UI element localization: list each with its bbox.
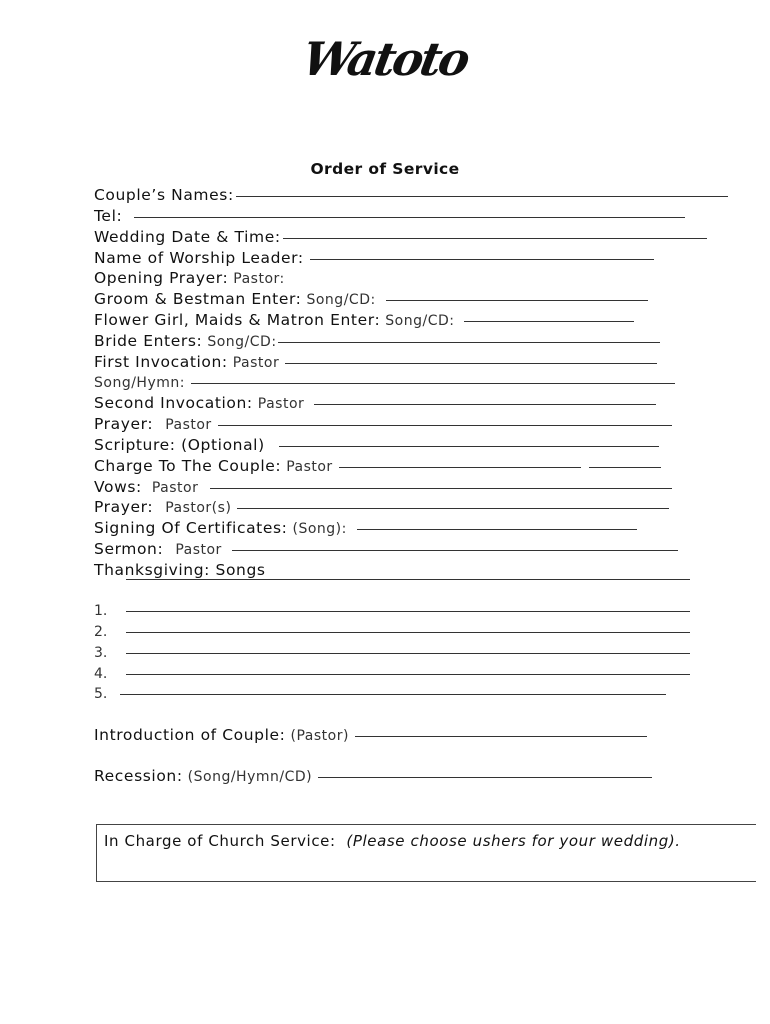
field-label: Couple’s Names: <box>94 186 234 204</box>
song-line-blank[interactable] <box>94 581 690 601</box>
fill-line[interactable] <box>310 258 654 260</box>
song-hymn-field[interactable] <box>94 373 675 393</box>
introduction-couple-field[interactable] <box>94 725 647 745</box>
fill-line[interactable] <box>120 693 666 695</box>
prayer-2-field[interactable] <box>94 497 669 517</box>
fill-line[interactable] <box>210 487 672 489</box>
song-number: 2. <box>94 624 108 640</box>
church-service-note: (Please choose ushers for your wedding). <box>346 832 681 850</box>
fill-line[interactable] <box>589 466 661 468</box>
song-line-4[interactable] <box>94 664 690 684</box>
field-label: First Invocation: <box>94 353 228 371</box>
field-hint: (Pastor) <box>290 728 349 744</box>
watoto-logo: Watoto <box>298 32 472 86</box>
field-hint: Pastor <box>257 396 305 412</box>
song-line-1[interactable] <box>94 601 690 621</box>
field-hint: Pastor <box>165 417 212 433</box>
field-label: Vows: <box>94 478 142 496</box>
fill-line[interactable] <box>237 507 669 509</box>
fill-line[interactable] <box>339 466 581 468</box>
song-line-2[interactable] <box>94 622 690 642</box>
field-hint: Pastor <box>175 542 222 558</box>
field-hint: Pastor: <box>233 271 285 287</box>
fill-line[interactable] <box>357 528 637 530</box>
church-service-box[interactable] <box>96 824 756 882</box>
signing-certificates-field[interactable] <box>94 518 637 538</box>
charge-couple-field[interactable] <box>94 456 661 476</box>
field-label: Scripture: (Optional) <box>94 436 265 454</box>
field-label: Sermon: <box>94 540 164 558</box>
field-label: Name of Worship Leader: <box>94 249 304 267</box>
fill-line[interactable] <box>314 403 656 405</box>
fill-line[interactable] <box>126 652 690 654</box>
field-hint: Pastor(s) <box>165 500 232 516</box>
field-label: Second Invocation: <box>94 394 253 412</box>
vows-field[interactable] <box>94 477 672 497</box>
field-hint: Song/CD: <box>385 313 455 329</box>
field-label: Wedding Date & Time: <box>94 228 281 246</box>
fill-line[interactable] <box>318 776 652 778</box>
field-hint: Song/CD: <box>207 334 277 350</box>
first-invocation-field[interactable] <box>94 352 657 372</box>
fill-line[interactable] <box>232 549 678 551</box>
scripture-field[interactable] <box>94 435 659 455</box>
song-number: 4. <box>94 666 108 682</box>
field-label: Groom & Bestman Enter: <box>94 290 302 308</box>
song-line-3[interactable] <box>94 643 690 663</box>
wedding-date-field[interactable] <box>94 227 707 247</box>
fill-line[interactable] <box>386 299 648 301</box>
sermon-field[interactable] <box>94 539 678 559</box>
thanksgiving-field <box>94 560 266 580</box>
recession-field[interactable] <box>94 766 652 786</box>
field-label: Tel: <box>94 207 123 225</box>
second-invocation-field[interactable] <box>94 393 656 413</box>
prayer-field[interactable] <box>94 414 672 434</box>
fill-line[interactable] <box>236 195 728 197</box>
field-hint: Song/CD: <box>306 292 376 308</box>
fill-line[interactable] <box>126 673 690 675</box>
field-label: Opening Prayer: <box>94 269 229 287</box>
tel-field[interactable] <box>94 206 685 226</box>
fill-line[interactable] <box>126 578 690 580</box>
field-hint: (Song): <box>292 521 347 537</box>
fill-line[interactable] <box>218 424 672 426</box>
couples-names-field[interactable] <box>94 185 728 205</box>
field-hint: Pastor <box>232 355 280 371</box>
fill-line[interactable] <box>355 735 647 737</box>
field-label: Bride Enters: <box>94 332 203 350</box>
bride-enters-field[interactable] <box>94 331 660 351</box>
field-label: Charge To The Couple: <box>94 457 282 475</box>
field-label: Prayer: <box>94 415 154 433</box>
flower-girl-field[interactable] <box>94 310 634 330</box>
song-number: 3. <box>94 645 108 661</box>
field-label: Thanksgiving: Songs <box>94 561 266 579</box>
field-hint: Song/Hymn: <box>94 375 185 391</box>
field-hint: Pastor <box>151 480 199 496</box>
fill-line[interactable] <box>464 320 634 322</box>
fill-line[interactable] <box>126 610 690 612</box>
fill-line[interactable] <box>283 237 707 239</box>
field-label: Prayer: <box>94 498 154 516</box>
fill-line[interactable] <box>191 382 675 384</box>
page-title: Order of Service <box>310 160 460 178</box>
field-label: Signing Of Certificates: <box>94 519 288 537</box>
groom-bestman-field[interactable] <box>94 289 648 309</box>
field-hint: (Song/Hymn/CD) <box>187 769 313 785</box>
worship-leader-field[interactable] <box>94 248 654 268</box>
song-number: 1. <box>94 603 108 619</box>
song-number: 5. <box>94 686 108 702</box>
field-label: Flower Girl, Maids & Matron Enter: <box>94 311 381 329</box>
fill-line[interactable] <box>279 445 659 447</box>
opening-prayer-field[interactable] <box>94 268 285 288</box>
field-hint: Pastor <box>286 459 333 475</box>
fill-line[interactable] <box>126 631 690 633</box>
church-service-label: In Charge of Church Service: <box>104 832 336 850</box>
field-label: Introduction of Couple: <box>94 726 286 744</box>
fill-line[interactable] <box>285 362 657 364</box>
song-line-5[interactable] <box>94 684 666 704</box>
fill-line[interactable] <box>278 341 660 343</box>
fill-line[interactable] <box>134 216 685 218</box>
field-label: Recession: <box>94 767 183 785</box>
